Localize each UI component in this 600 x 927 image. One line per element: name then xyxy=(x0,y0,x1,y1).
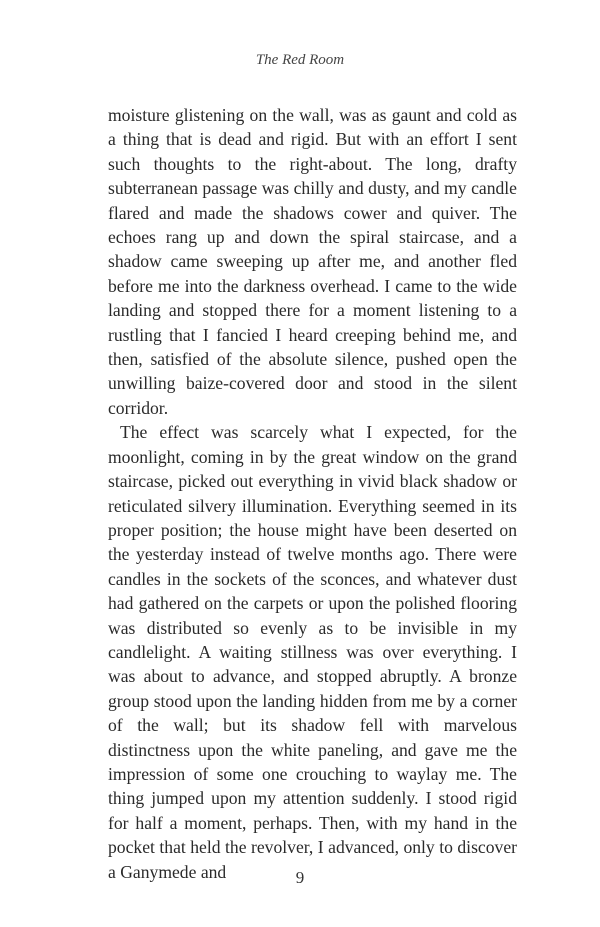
running-head: The Red Room xyxy=(255,52,345,68)
page-number: 9 xyxy=(295,868,305,887)
body-text xyxy=(108,103,517,884)
paragraph-2: The effect was scarcely what I expected, for the moonlight, coming in by the great window on the grand staircase, picked out everything in vivid black shadow or reticulated silvery illumination. Everything seemed in its proper position; the house might have been deserted on the yesterday instead of twelve months ago. There were candles in the sockets of the sconces, and whatever dust had gathered on the carpets or upon the polished flooring was distributed so evenly as to be invisible in my candlelight. A waiting stillness was over everything. I was about to advance, and stopped abruptly. A bronze group stood upon the landing hidden from me by a corner of the wall; but its shadow fell with marvelous distinctness upon the white paneling, and gave me the impression of some one crouching to waylay me. The thing jumped upon my attention suddenly. I stood rigid for half a moment, perhaps. Then, with my hand in the pocket that held the revolver, I advanced, only to discover a Ganymede and xyxy=(108,422,517,882)
paragraph-1: moisture glistening on the wall, was as gaunt and cold as a thing that is dead and rigid. But with an effort I sent such thoughts to the right-about. The long, drafty subterranean passage was chilly and dusty, and my candle flared and made the shadows cower and quiver. The echoes rang up and down the spiral staircase, and a shadow came sweeping up after me, and another fled before me into the darkness overhead. I came to the wide landing and stopped there for a moment listening to a rustling that I fancied I heard creeping behind me, and then, satisfied of the absolute silence, pushed open the unwilling baize-covered door and stood in the silent corridor. xyxy=(108,105,517,418)
